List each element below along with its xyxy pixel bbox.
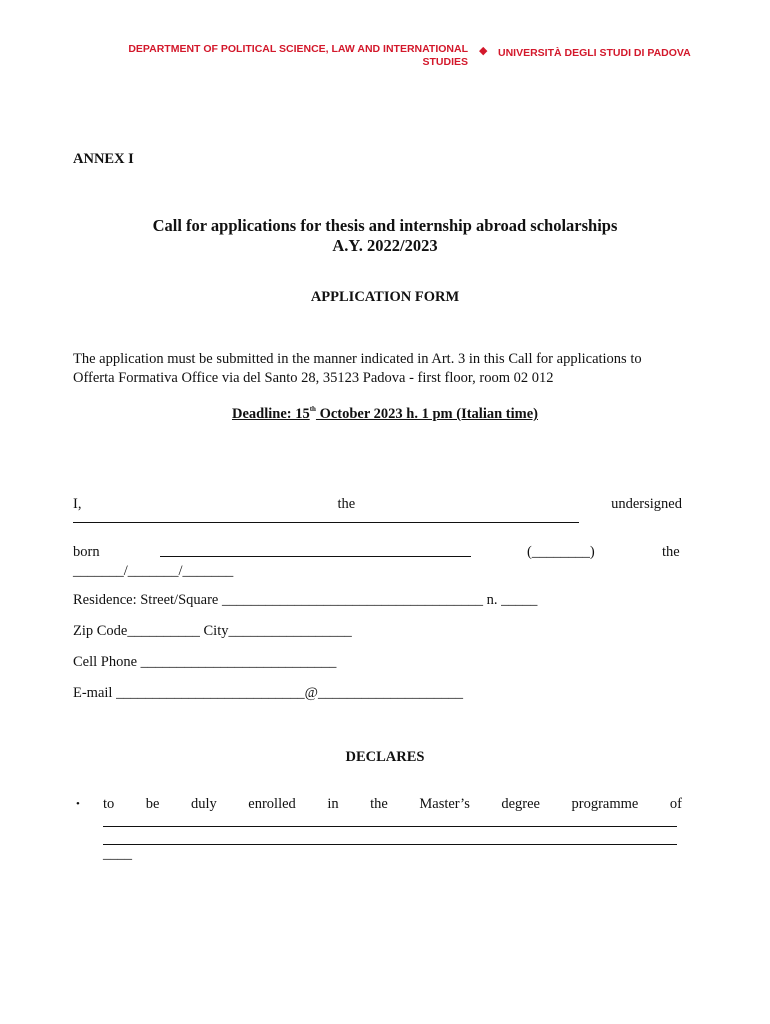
document-title-line-2: A.Y. 2022/2023 [332, 236, 438, 255]
residence-street-field[interactable]: ____________________________________ [221, 592, 483, 608]
city-field[interactable]: _________________ [228, 623, 352, 639]
zip-field[interactable]: __________ [127, 623, 200, 639]
undersigned-word-undersigned: undersigned [611, 496, 682, 512]
enrolled-word: programme [571, 796, 639, 812]
enrolled-word: the [370, 796, 388, 812]
undersigned-word-i: I, [73, 496, 82, 512]
city-label: City [199, 623, 229, 639]
annex-label: ANNEX I [73, 151, 134, 167]
department-line-2: STUDIES [422, 56, 468, 68]
cell-phone-label: Cell Phone [73, 654, 141, 670]
enrolled-word: duly [191, 796, 217, 812]
undersigned-row [73, 495, 682, 514]
enrolled-word: be [145, 796, 160, 812]
university-name: UNIVERSITÀ DEGLI STUDI DI PADOVA [498, 47, 691, 59]
birth-province-field[interactable]: (________) [527, 544, 595, 560]
department-name [100, 43, 468, 69]
cell-row [73, 653, 336, 672]
enrolled-word: enrolled [248, 796, 296, 812]
residence-number-label: n. [482, 592, 502, 608]
intro-line-2: Offerta Formativa Office via del Santo 28, 35123 Padova - first floor, room 02 012 [73, 370, 554, 386]
form-heading: APPLICATION FORM [310, 289, 460, 305]
undersigned-word-the: the [337, 496, 356, 512]
enrolled-statement [103, 795, 682, 814]
enrolled-word: in [327, 796, 339, 812]
bullet-icon: • [76, 798, 80, 810]
department-line-1: DEPARTMENT OF POLITICAL SCIENCE, LAW AND INTERNATIONAL [128, 43, 468, 55]
birth-date-field[interactable]: _______/_______/_______ [73, 563, 234, 579]
deadline-text-end: October 2023 h. 1 pm (Italian time) [315, 405, 538, 422]
enrolled-word: of [669, 796, 682, 812]
residence-number-field[interactable]: _____ [501, 592, 538, 608]
email-domain-field[interactable]: ____________________ [317, 685, 463, 701]
programme-field-tail[interactable]: ____ [103, 846, 132, 862]
deadline [0, 401, 770, 424]
declares-heading: DECLARES [345, 749, 425, 765]
residence-row [73, 591, 537, 610]
name-field-line[interactable] [73, 522, 579, 523]
enrolled-word: degree [501, 796, 540, 812]
zip-label: Zip Code [73, 623, 128, 639]
diamond-icon: ◆ [479, 45, 488, 57]
programme-field-line-1[interactable] [103, 826, 677, 827]
cell-phone-field[interactable]: ___________________________ [140, 654, 337, 670]
email-at-sign: @ [304, 685, 318, 701]
zip-city-row [73, 622, 352, 641]
email-label: E-mail [73, 685, 117, 701]
deadline-text-start: Deadline: 15 [231, 405, 310, 422]
birthplace-field-line[interactable] [160, 556, 471, 557]
programme-field-line-2[interactable] [103, 844, 677, 845]
residence-label: Residence: Street/Square [73, 592, 222, 608]
enrolled-word: Master’s [419, 796, 470, 812]
email-row [73, 684, 463, 703]
enrolled-word: to [103, 796, 115, 812]
intro-line-1: The application must be submitted in the manner indicated in Art. 3 in this Call for applications to [73, 351, 642, 367]
document-title-line-1: Call for applications for thesis and internship abroad scholarships [152, 216, 618, 235]
born-the-word: the [662, 544, 680, 560]
born-label: born [73, 544, 100, 560]
email-user-field[interactable]: __________________________ [116, 685, 305, 701]
deadline-ordinal: th [309, 405, 316, 413]
